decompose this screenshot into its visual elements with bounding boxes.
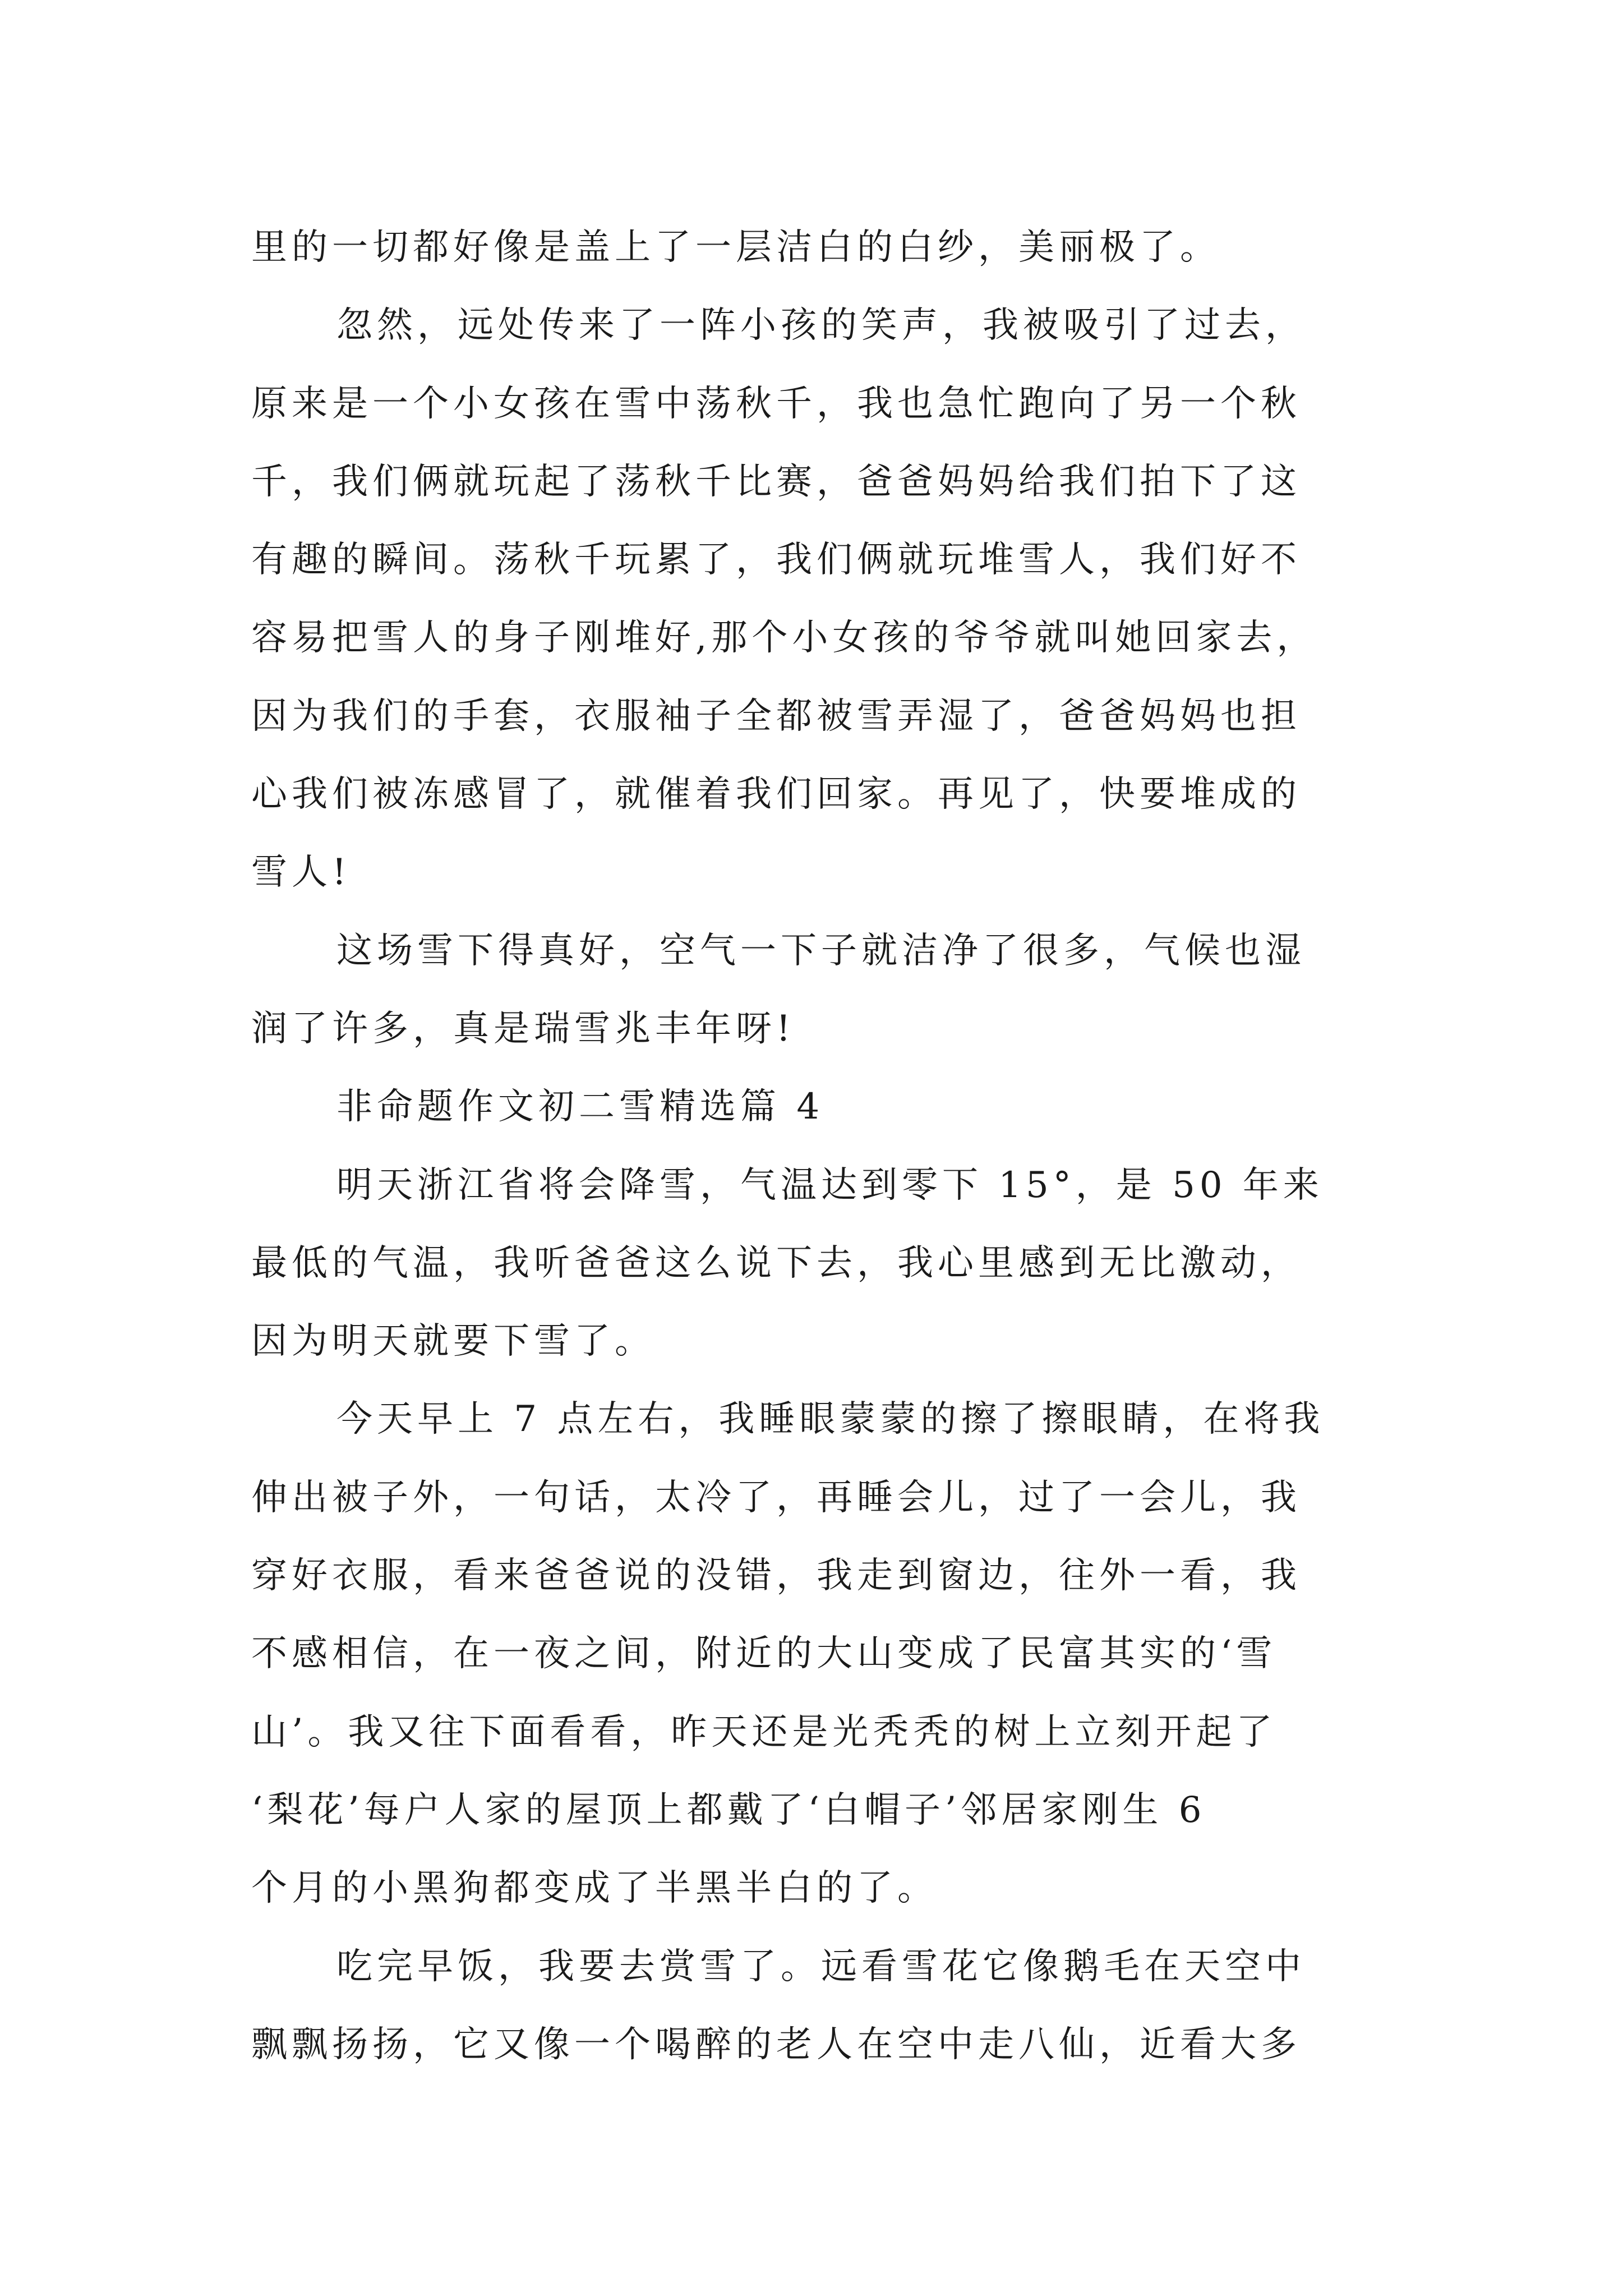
text-line: ‘梨花’每户人家的屋顶上都戴了‘白帽子’邻居家刚生 6 (251, 1789, 1206, 1831)
text-line: 伸出被子外，一句话，太冷了，再睡会儿，过了一会儿，我 (251, 1476, 1301, 1519)
text-line: 穿好衣服，看来爸爸说的没错，我走到窗边，往外一看，我 (251, 1555, 1301, 1597)
text-line: 山’。我又往下面看看，昨天还是光秃秃的树上立刻开起了 (251, 1711, 1277, 1753)
text-line: 有趣的瞬间。荡秋千玩累了，我们俩就玩堆雪人，我们好不 (251, 539, 1301, 581)
text-line: 原来是一个小女孩在雪中荡秋千，我也急忙跑向了另一个秋 (251, 383, 1301, 425)
text-line: 今天早上 7 点左右，我睡眼蒙蒙的擦了擦眼睛，在将我 (336, 1398, 1325, 1441)
text-line: 心我们被冻感冒了，就催着我们回家。再见了，快要堆成的 (251, 774, 1301, 816)
text-line: 雪人! (251, 852, 351, 894)
text-line: 忽然，远处传来了一阵小孩的笑声，我被吸引了过去， (336, 305, 1306, 347)
text-line: 润了许多，真是瑞雪兆丰年呀! (251, 1007, 795, 1050)
text-line: 因为明天就要下雪了。 (251, 1320, 655, 1363)
text-line: 千，我们俩就玩起了荡秋千比赛，爸爸妈妈给我们拍下了这 (251, 461, 1301, 503)
text-line: 个月的小黑狗都变成了半黑半白的了。 (251, 1867, 938, 1910)
article-body (251, 209, 1401, 2084)
text-line: 吃完早饭，我要去赏雪了。远看雪花它像鹅毛在天空中 (336, 1945, 1306, 1987)
section-heading: 非命题作文初二雪精选篇 4 (336, 1086, 824, 1128)
text-line: 这场雪下得真好，空气一下子就洁净了很多，气候也湿 (336, 930, 1306, 972)
text-line: 不感相信，在一夜之间，附近的大山变成了民富其实的‘雪 (251, 1633, 1277, 1675)
text-line: 明天浙江省将会降雪，气温达到零下 15°，是 50 年来 (336, 1164, 1324, 1206)
text-line: 容易把雪人的身子刚堆好,那个小女孩的爷爷就叫她回家去， (251, 617, 1317, 659)
text-line: 里的一切都好像是盖上了一层洁白的白纱，美丽极了。 (251, 227, 1220, 268)
text-line: 因为我们的手套，衣服袖子全都被雪弄湿了，爸爸妈妈也担 (251, 695, 1301, 737)
text-line: 最低的气温，我听爸爸这么说下去，我心里感到无比激动， (251, 1242, 1301, 1284)
text-line: 飘飘扬扬，它又像一个喝醉的老人在空中走八仙，近看大多 (251, 2023, 1301, 2065)
